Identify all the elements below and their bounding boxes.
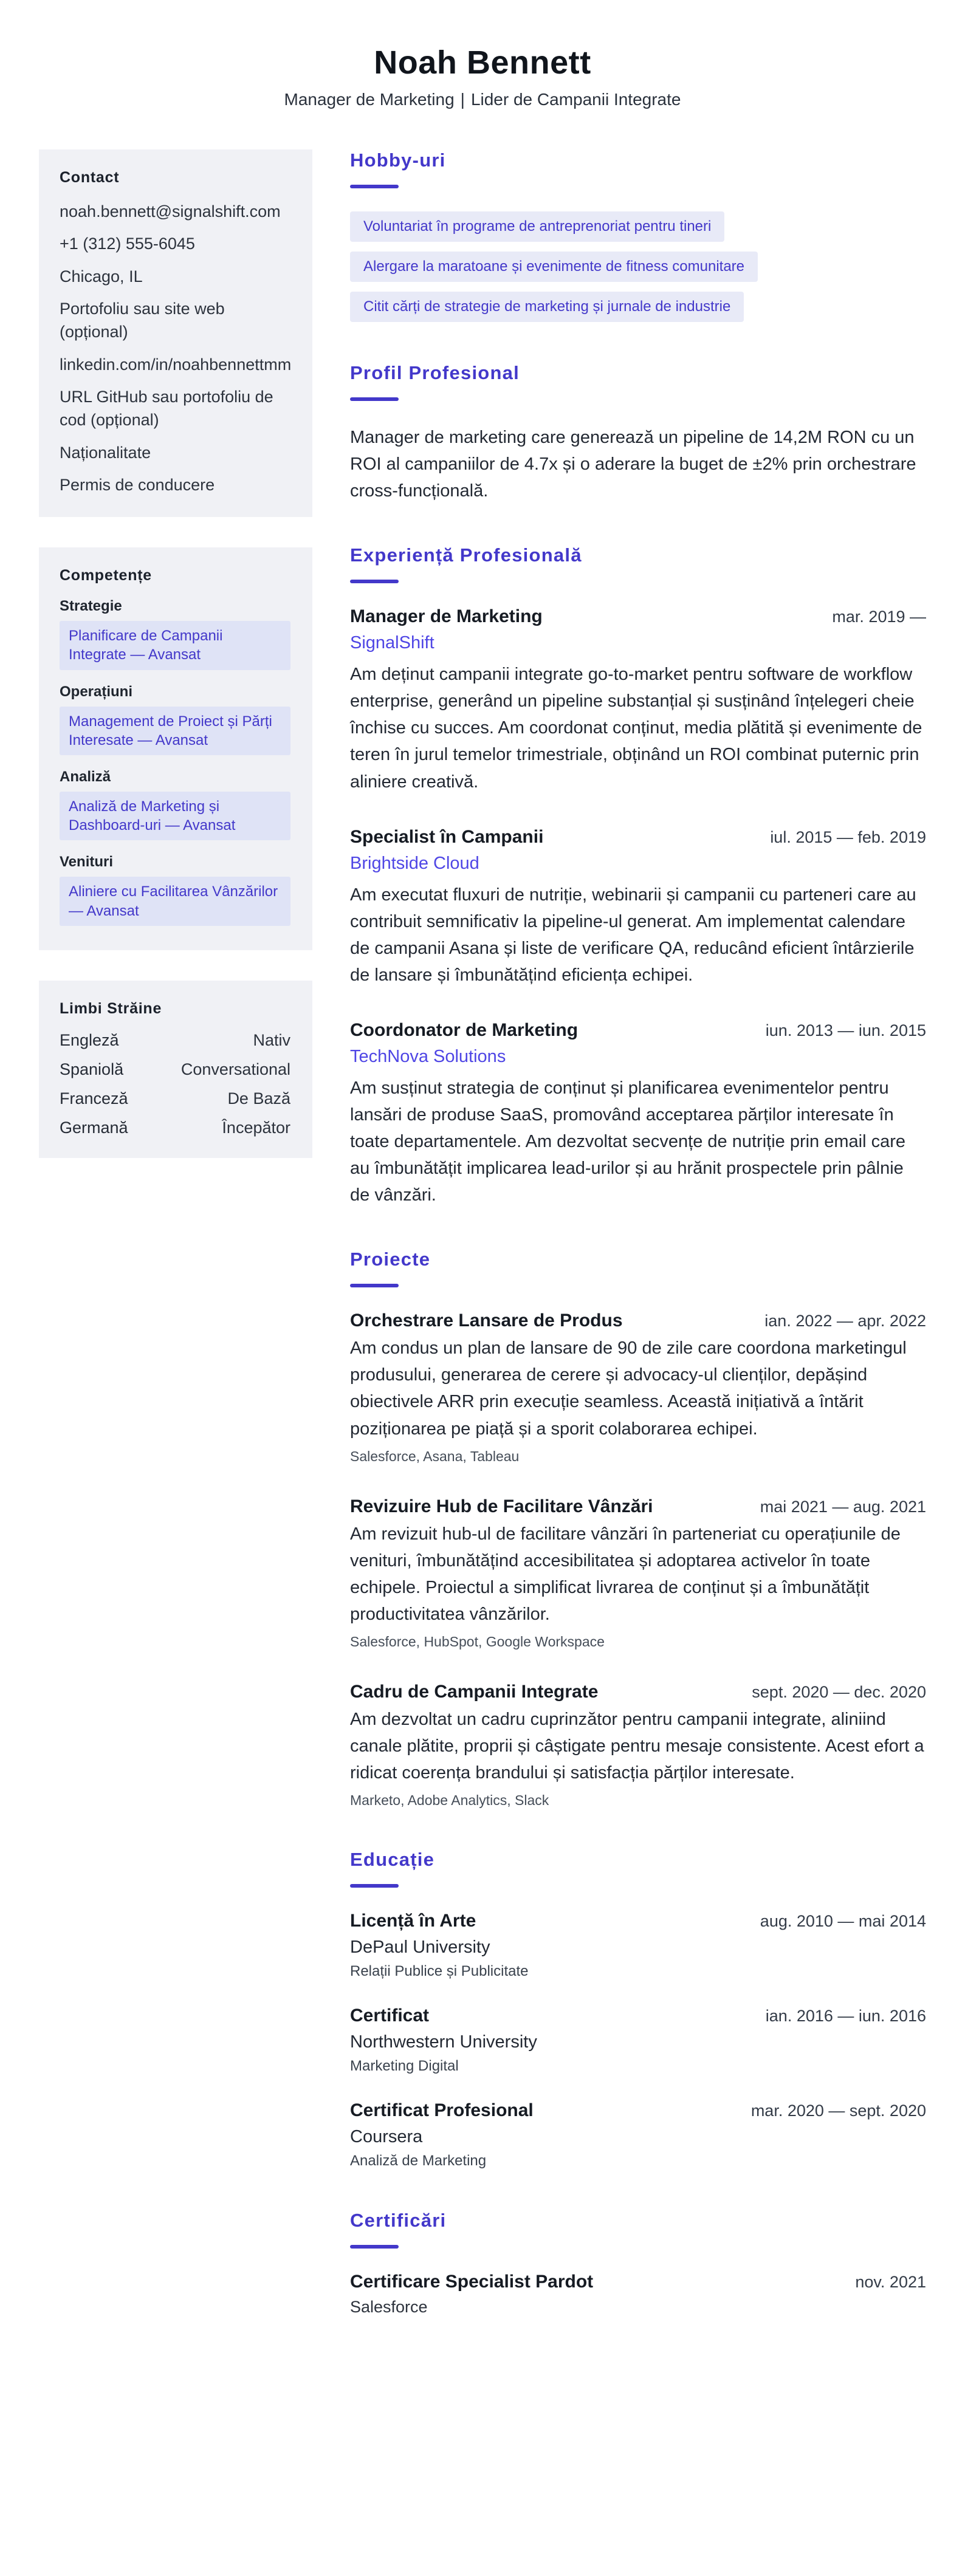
experience-section [350, 544, 926, 1208]
skill-group [60, 598, 290, 670]
language-row [60, 1089, 290, 1108]
hobby-pill: Voluntariat în programe de antreprenoriat pentru tineri [350, 211, 724, 242]
project-title: Orchestrare Lansare de Produs [350, 1310, 623, 1331]
languages-list [60, 1031, 290, 1137]
person-title-right: Lider de Campanii Integrate [470, 90, 681, 109]
skill-category: Operațiuni [60, 683, 133, 700]
job-dates: iun. 2013 — iun. 2015 [765, 1021, 926, 1040]
certification-title: Certificare Specialist Pardot [350, 2272, 594, 2292]
education-dates: ian. 2016 — iun. 2016 [765, 2007, 926, 2026]
hobby-row [350, 211, 926, 242]
job-title: Specialist în Campanii [350, 826, 544, 847]
project-tools: Salesforce, HubSpot, Google Workspace [350, 1633, 605, 1649]
content-columns [0, 149, 965, 2357]
section-rule [350, 580, 399, 583]
contact-item: Naționalitate [60, 443, 151, 462]
project-title: Cadru de Campanii Integrate [350, 1681, 599, 1702]
education-entry-header [350, 2100, 926, 2121]
hobbies-list [350, 211, 926, 322]
skills-section-title: Competențe [60, 567, 152, 584]
section-rule [350, 1284, 399, 1287]
project-tools: Salesforce, Asana, Tableau [350, 1448, 520, 1464]
skill-pill: Planificare de Campanii Integrate — Avansat [60, 621, 290, 670]
education-section-title: Educație [350, 1849, 435, 1871]
skill-category: Strategie [60, 598, 122, 615]
skills-section [39, 547, 312, 950]
title-separator: | [460, 90, 465, 109]
section-rule [350, 397, 399, 401]
education-entry [350, 1911, 926, 1980]
job-company: TechNova Solutions [350, 1046, 506, 1066]
project-entry-header [350, 1496, 926, 1517]
contact-section-title: Contact [60, 169, 120, 186]
contact-item: URL GitHub sau portofoliu de cod (opțional) [60, 387, 273, 430]
section-rule [350, 2245, 399, 2249]
project-entry [350, 1682, 926, 1809]
contact-item: Permis de conducere [60, 475, 215, 494]
school-name: Northwestern University [350, 2032, 537, 2052]
degree-title: Certificat [350, 2006, 430, 2026]
field-of-study: Relații Publice și Publicitate [350, 1963, 529, 1980]
job-title: Manager de Marketing [350, 606, 543, 627]
certifications-section [350, 2210, 926, 2317]
contact-list [60, 200, 290, 496]
certifications-section-title: Certificări [350, 2210, 447, 2232]
contact-item: Chicago, IL [60, 267, 143, 286]
contact-item: linkedin.com/in/noahbennettmm [60, 355, 292, 374]
job-company: Brightside Cloud [350, 853, 479, 873]
project-dates: mai 2021 — aug. 2021 [760, 1497, 926, 1516]
projects-list [350, 1310, 926, 1809]
person-title [0, 90, 965, 109]
job-dates: mar. 2019 — [832, 608, 926, 626]
project-entry-header [350, 1310, 926, 1331]
person-title-left: Manager de Marketing [284, 90, 455, 109]
field-of-study: Marketing Digital [350, 2058, 459, 2075]
education-section [350, 1849, 926, 2170]
degree-title: Certificat Profesional [350, 2100, 534, 2121]
skill-group [60, 683, 290, 755]
job-title: Coordonator de Marketing [350, 1019, 579, 1040]
language-name: Franceză [60, 1089, 128, 1108]
language-level: De Bază [227, 1089, 290, 1108]
project-description: Am dezvoltat un cadru cuprinzător pentru campanii integrate, aliniind canale plătite, proprii și câștigate pentru mesaje consistente. Acest efort a ridicat coerența brandului și satisfacția părților interesate. [350, 1709, 924, 1783]
skill-pill: Analiză de Marketing și Dashboard-uri — Avansat [60, 792, 290, 840]
contact-item: noah.bennett@signalshift.com [60, 202, 281, 221]
experience-entry [350, 1020, 926, 1208]
skills-list [60, 598, 290, 926]
profile-text: Manager de marketing care generează un pipeline de 14,2M RON cu un ROI al campaniilor de 4.7x și o aderare la buget de ±2% prin orchestrare cross-funcțională. [350, 428, 916, 501]
hobbies-section [350, 149, 926, 322]
contact-section [39, 149, 312, 517]
skill-pill: Management de Proiect și Părți Interesate — Avansat [60, 707, 290, 755]
language-name: Germană [60, 1118, 128, 1137]
projects-section-title: Proiecte [350, 1249, 431, 1270]
language-level: Începător [222, 1118, 290, 1137]
hobby-row [350, 252, 926, 282]
education-list [350, 1911, 926, 2170]
profile-section-title: Profil Profesional [350, 362, 520, 383]
skill-pill: Aliniere cu Facilitarea Vânzărilor — Avansat [60, 877, 290, 925]
certification-entry-header [350, 2272, 926, 2292]
field-of-study: Analiză de Marketing [350, 2153, 487, 2170]
education-entry-header [350, 1911, 926, 1931]
education-entry-header [350, 2006, 926, 2026]
section-rule [350, 185, 399, 188]
experience-entry-header [350, 827, 926, 848]
job-description: Am executat fluxuri de nutriție, webinarii și campanii cu parteneri care au contribuit semnificativ la pipeline-ul generat. Am implementat calendare de campanii Asana și liste de verificare QA, reducând eficient întârzierile de lansare și îmbunătățind eficiența echipei. [350, 885, 916, 985]
certifications-list [350, 2272, 926, 2317]
skill-group [60, 769, 290, 840]
experience-entry [350, 606, 926, 795]
experience-entry-header [350, 1020, 926, 1041]
degree-title: Licență în Arte [350, 1911, 476, 1931]
skill-category: Analiză [60, 769, 111, 786]
project-description: Am revizuit hub-ul de facilitare vânzări în parteneriat cu operațiunile de venituri, îmbunătățind accesibilitatea și adoptarea activelor în toate echipele. Proiectul a simplificat livrarea de conținut și a îmbunătățit productivitatea vânzărilor. [350, 1524, 901, 1624]
education-entry [350, 2100, 926, 2170]
contact-item: Portofoliu sau site web (opțional) [60, 299, 225, 341]
language-row [60, 1118, 290, 1137]
sidebar [39, 149, 312, 1188]
hobbies-section-title: Hobby-uri [350, 149, 446, 171]
language-name: Engleză [60, 1030, 119, 1049]
project-title: Revizuire Hub de Facilitare Vânzări [350, 1496, 653, 1516]
skill-group [60, 854, 290, 925]
education-dates: aug. 2010 — mai 2014 [760, 1912, 926, 1931]
certification-dates: nov. 2021 [855, 2273, 926, 2292]
languages-section-title: Limbi Străine [60, 999, 162, 1017]
experience-entry [350, 827, 926, 988]
experience-section-title: Experiență Profesională [350, 544, 582, 566]
certification-entry [350, 2272, 926, 2317]
experience-entry-header [350, 606, 926, 627]
main-column [350, 149, 926, 2357]
language-level: Conversational [180, 1060, 290, 1078]
project-description: Am condus un plan de lansare de 90 de zile care coordona marketingul produsului, generarea de cerere și advocacy-ul clienților, depășind obiectivele ARR prin execuție seamless. Această inițiativă a întărit poziționarea pe piață și a sporit colaborarea echipei. [350, 1338, 907, 1439]
project-tools: Marketo, Adobe Analytics, Slack [350, 1792, 549, 1809]
job-dates: iul. 2015 — feb. 2019 [770, 827, 926, 846]
experience-list [350, 606, 926, 1208]
languages-section [39, 981, 312, 1158]
school-name: DePaul University [350, 1937, 490, 1958]
job-description: Am susținut strategia de conținut și planificarea evenimentelor pentru lansări de produse SaaS, promovând acceptarea părților interesate în toate departamentele. Am dezvoltat secvențe de nutriție prin email care au îmbunătățit implicarea lead-urilor și au hrănit prospectele prin pâlnie de vânzări. [350, 1078, 906, 1205]
hobby-pill: Citit cărți de strategie de marketing și jurnale de industrie [350, 292, 744, 322]
education-entry [350, 2006, 926, 2075]
language-name: Spaniolă [60, 1060, 124, 1078]
projects-section [350, 1249, 926, 1809]
project-entry [350, 1310, 926, 1464]
hobby-row [350, 292, 926, 322]
certification-issuer: Salesforce [350, 2298, 428, 2317]
contact-item: +1 (312) 555-6045 [60, 235, 195, 253]
project-dates: sept. 2020 — dec. 2020 [752, 1682, 926, 1701]
hobby-pill: Alergare la maratoane și evenimente de fitness comunitare [350, 252, 758, 282]
education-dates: mar. 2020 — sept. 2020 [750, 2102, 926, 2120]
language-row [60, 1031, 290, 1050]
school-name: Coursera [350, 2127, 423, 2147]
project-entry-header [350, 1682, 926, 1702]
language-row [60, 1060, 290, 1079]
profile-section [350, 362, 926, 504]
language-level: Nativ [253, 1030, 290, 1049]
section-rule [350, 1884, 399, 1888]
person-name: Noah Bennett [374, 44, 591, 81]
job-description: Am deținut campanii integrate go-to-market pentru software de workflow enterprise, generând un pipeline substanțial și susținând înțelegeri cheie închise cu succes. Am coordonat conținut, media plătită și evenimente de teren în jurul temelor trimestriale, obținând un ROI combinat puternic prin aliniere creativă. [350, 665, 922, 792]
project-dates: ian. 2022 — apr. 2022 [764, 1312, 926, 1331]
resume-header [0, 44, 965, 109]
skill-category: Venituri [60, 854, 114, 871]
job-company: SignalShift [350, 633, 434, 653]
project-entry [350, 1496, 926, 1650]
